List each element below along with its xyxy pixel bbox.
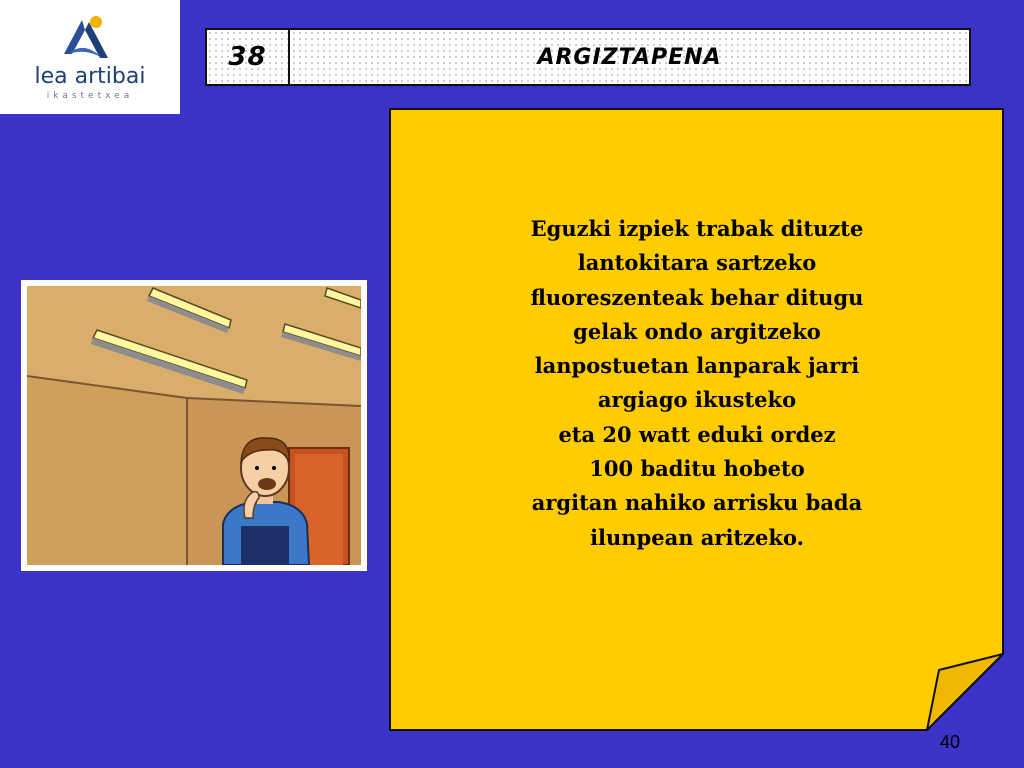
logo-name: lea artibai — [34, 64, 146, 89]
note-line: 100 baditu hobeto — [589, 456, 805, 482]
slide-title-bar — [205, 28, 971, 86]
slide-number-label: 38 — [207, 30, 290, 84]
note-text — [419, 212, 975, 555]
note-line: eta 20 watt eduki ordez — [558, 421, 836, 447]
sticky-note — [389, 108, 1006, 732]
note-line: argiago ikusteko — [597, 387, 797, 413]
note-line: lanpostuetan lanparak jarri — [534, 353, 860, 379]
worker-illustration — [21, 280, 367, 571]
note-line: ilunpean aritzeko. — [590, 524, 804, 550]
logo-subtitle: ikastetxea — [46, 91, 134, 101]
note-line: gelak ondo argitzeko — [573, 318, 821, 344]
note-line: lantokitara sartzeko — [577, 250, 817, 276]
note-line: fluoreszenteak behar ditugu — [530, 284, 864, 310]
lea-artibai-logo-icon — [58, 14, 114, 66]
note-line: Eguzki izpiek trabak dituzte — [530, 216, 864, 241]
school-logo — [0, 0, 180, 114]
worker-thinking-icon — [27, 286, 361, 565]
note-line: argitan nahiko arrisku bada — [531, 490, 863, 516]
page-number: 40 — [939, 732, 961, 752]
slide-title: ARGIZTAPENA — [537, 44, 722, 70]
